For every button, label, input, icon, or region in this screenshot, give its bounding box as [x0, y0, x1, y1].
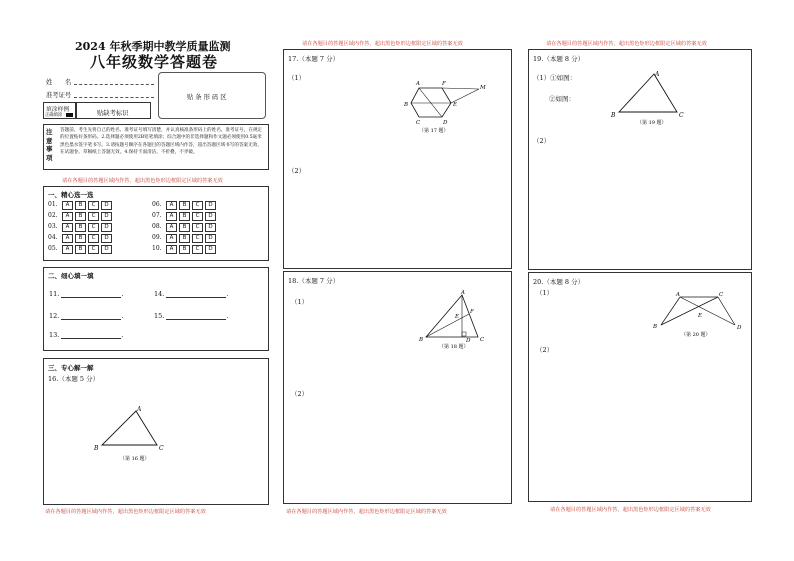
- choice-row: [48, 223, 114, 232]
- point-c-label: C: [416, 120, 421, 126]
- point-a-label: A: [137, 406, 142, 413]
- choice-option-d[interactable]: D: [205, 201, 216, 210]
- choice-row: [152, 245, 218, 254]
- point-c-label: C: [719, 292, 724, 298]
- name-label: 姓 名: [46, 79, 72, 86]
- point-a-label: A: [416, 81, 420, 87]
- point-b-label: B: [611, 112, 616, 119]
- segment: [442, 88, 479, 103]
- choice-row: [152, 223, 218, 232]
- point-m-label: M: [480, 85, 486, 91]
- q17-part1: （1）: [288, 74, 306, 82]
- choice-option-c[interactable]: C: [88, 201, 99, 210]
- fill-sample-sub: 正确填涂: [45, 113, 63, 118]
- choice-option-b[interactable]: B: [179, 234, 190, 243]
- choice-number: 01.: [48, 201, 58, 208]
- choice-option-d[interactable]: D: [205, 234, 216, 243]
- choice-option-b[interactable]: B: [179, 245, 190, 254]
- q17-part2: （2）: [288, 167, 306, 175]
- q19-part1b: ②如图：: [549, 95, 575, 103]
- choice-option-c[interactable]: C: [192, 245, 203, 254]
- fig17-caption: （第 17 题）: [419, 128, 449, 134]
- choice-option-a[interactable]: A: [166, 212, 177, 221]
- exam-title: 2024 年秋季期中教学质量监测: [75, 40, 231, 53]
- absent-sticker-label: 贴缺考标识: [97, 110, 129, 117]
- point-c-label: C: [679, 112, 684, 119]
- section1-title: 一、精心选一选: [48, 191, 94, 199]
- choice-option-a[interactable]: A: [166, 245, 177, 254]
- blank-num: 14.: [154, 290, 165, 298]
- blank-11[interactable]: 11. .: [49, 290, 124, 298]
- point-f-label: F: [442, 81, 446, 87]
- choice-option-a[interactable]: A: [62, 234, 73, 243]
- blank-14[interactable]: 14. .: [154, 290, 229, 298]
- choice-option-b[interactable]: B: [179, 223, 190, 232]
- blank-15[interactable]: 15. .: [154, 312, 229, 320]
- choice-option-d[interactable]: D: [205, 212, 216, 221]
- q20-part2: （2）: [536, 346, 554, 354]
- point-b-label: B: [419, 337, 424, 343]
- choice-row: [48, 245, 114, 254]
- choice-option-a[interactable]: A: [166, 234, 177, 243]
- fig18-caption: （第 18 题）: [439, 344, 469, 350]
- choice-option-d[interactable]: D: [101, 234, 112, 243]
- point-b-label: B: [404, 102, 409, 108]
- q20-title: 20.（本题 8 分）: [533, 278, 585, 286]
- choice-number: 07.: [152, 212, 162, 219]
- choice-row: [152, 234, 218, 243]
- figure-16: [92, 404, 172, 464]
- barcode-area: [158, 72, 266, 119]
- warning-text: 请在各题目的答题区域内作答，超出黑色矩形边框限定区域的答案无效: [62, 178, 223, 184]
- fill-sample-box: [43, 102, 76, 119]
- blank-num: 12.: [49, 312, 60, 320]
- point-d-label: D: [443, 120, 448, 126]
- barcode-label: 贴 条 形 码 区: [187, 94, 227, 101]
- choice-option-c[interactable]: C: [88, 223, 99, 232]
- segment: [661, 297, 718, 325]
- fig20-caption: （第 20 题）: [681, 332, 711, 338]
- choice-option-c[interactable]: C: [192, 212, 203, 221]
- choice-option-d[interactable]: D: [101, 212, 112, 221]
- choice-option-c[interactable]: C: [88, 212, 99, 221]
- choice-option-a[interactable]: A: [166, 201, 177, 210]
- answer-line[interactable]: [166, 313, 226, 320]
- choice-option-b[interactable]: B: [75, 234, 86, 243]
- choice-option-d[interactable]: D: [101, 245, 112, 254]
- choice-option-b[interactable]: B: [75, 201, 86, 210]
- section-choice: [43, 186, 269, 261]
- choice-row: [152, 201, 218, 210]
- point-e-label: E: [698, 313, 703, 319]
- exam-no-field[interactable]: [74, 97, 154, 98]
- segment: [419, 88, 442, 117]
- notes-label: 注意事项: [46, 128, 53, 162]
- name-field[interactable]: [74, 84, 154, 85]
- choice-option-a[interactable]: A: [62, 212, 73, 221]
- warning-text: 请在各题目的答题区域内作答，超出黑色矩形边框限定区域的答案无效: [286, 509, 447, 515]
- choice-option-d[interactable]: D: [205, 223, 216, 232]
- choice-number: 09.: [152, 234, 162, 241]
- point-e-label: E: [455, 314, 460, 320]
- q19-part2: （2）: [533, 137, 551, 145]
- choice-option-a[interactable]: A: [166, 223, 177, 232]
- q18-title: 18.（本题 7 分）: [288, 277, 340, 285]
- choice-option-c[interactable]: C: [192, 234, 203, 243]
- q20-area[interactable]: [528, 272, 752, 502]
- choice-option-c[interactable]: C: [192, 201, 203, 210]
- answer-line[interactable]: [61, 313, 121, 320]
- choice-option-a[interactable]: A: [62, 201, 73, 210]
- segment: [426, 314, 469, 337]
- fig16-caption: （第 16 题）: [120, 456, 150, 462]
- choice-option-c[interactable]: C: [88, 234, 99, 243]
- exam-no-label: 准考证号: [46, 92, 72, 99]
- choice-number: 03.: [48, 223, 58, 230]
- choice-row: [48, 212, 114, 221]
- section2-title: 二、细心填一填: [48, 272, 94, 280]
- choice-option-b[interactable]: B: [179, 201, 190, 210]
- choice-option-b[interactable]: B: [179, 212, 190, 221]
- q16-title: 16.（本题 5 分）: [48, 375, 100, 383]
- q18-area[interactable]: [283, 271, 512, 504]
- choice-number: 02.: [48, 212, 58, 219]
- sheet-title: 八年级数学答题卷: [90, 53, 219, 71]
- section-solve[interactable]: [43, 358, 269, 505]
- choice-option-d[interactable]: D: [101, 223, 112, 232]
- answer-line[interactable]: [61, 291, 121, 298]
- figure-20: [651, 289, 746, 345]
- q18-part1: （1）: [291, 298, 309, 306]
- point-c-label: C: [480, 337, 485, 343]
- point-c-label: C: [159, 445, 164, 452]
- choice-option-a[interactable]: A: [62, 245, 73, 254]
- segment: [661, 297, 680, 325]
- point-d-label: D: [737, 325, 742, 331]
- choice-number: 10.: [152, 245, 162, 252]
- notes-text: 答题前，考生先将自己的姓名、准考证号填写清楚，并认真核准条形码上的姓名、准考证号，在规定的位置贴好条形码。2.选择题必须使用2B铅笔填涂；综合题中的非选择题和作文题必须使用0.5毫米黑色墨水签字笔书写。3.请按题号顺序在各题目的答题区域内作答，超出答题区域书写的答案无效，在试题卷、草稿纸上答题无效。4.保持卡面清洁，不折叠，不弄破。: [60, 128, 263, 155]
- point-a-label: A: [676, 292, 680, 298]
- blank-13[interactable]: 13. .: [49, 331, 124, 339]
- choice-number: 06.: [152, 201, 162, 208]
- choice-option-b[interactable]: B: [75, 245, 86, 254]
- warning-text: 请在各题目的答题区域内作答，超出黑色矩形边框限定区域的答案无效: [550, 507, 711, 513]
- point-d-label: D: [466, 338, 471, 344]
- choice-option-a[interactable]: A: [62, 223, 73, 232]
- choice-row: [48, 201, 114, 210]
- blank-12[interactable]: 12. .: [49, 312, 124, 320]
- triangle-abc: [102, 411, 157, 445]
- figure-19: [609, 68, 689, 128]
- fill-sample-label: 填涂样例: [46, 107, 70, 113]
- blank-num: 15.: [154, 312, 165, 320]
- choice-option-d[interactable]: D: [205, 245, 216, 254]
- q19-part1: （1）①如图：: [533, 74, 577, 82]
- point-a-label: A: [655, 71, 660, 78]
- choice-number: 05.: [48, 245, 58, 252]
- q20-part1: （1）: [536, 289, 554, 297]
- choice-option-b[interactable]: B: [75, 223, 86, 232]
- warning-text: 请在各题目的答题区域内作答，超出黑色矩形边框限定区域的答案无效: [45, 509, 206, 515]
- point-f-label: F: [470, 309, 474, 315]
- warning-text: 请在各题目的答题区域内作答，超出黑色矩形边框限定区域的答案无效: [302, 41, 463, 47]
- q17-title: 17.（本题 7 分）: [288, 55, 340, 63]
- point-b-label: B: [653, 324, 658, 330]
- point-e-label: E: [453, 102, 458, 108]
- answer-line[interactable]: [166, 291, 226, 298]
- choice-row: [152, 212, 218, 221]
- figure-17: [404, 75, 494, 140]
- point-a-label: A: [461, 290, 465, 296]
- q19-area[interactable]: [528, 49, 752, 270]
- right-angle-icon: [462, 332, 466, 336]
- filled-mark-icon: [66, 113, 73, 117]
- q17-area[interactable]: [283, 49, 512, 269]
- point-b-label: B: [94, 445, 99, 452]
- choice-number: 04.: [48, 234, 58, 241]
- choice-number: 08.: [152, 223, 162, 230]
- q19-title: 19.（本题 8 分）: [533, 55, 585, 63]
- choice-row: [48, 234, 114, 243]
- figure-18: [419, 289, 499, 351]
- answer-line[interactable]: [61, 332, 121, 339]
- q18-part2: （2）: [291, 390, 309, 398]
- choice-option-d[interactable]: D: [101, 201, 112, 210]
- choice-option-c[interactable]: C: [88, 245, 99, 254]
- absent-sticker-box: [76, 102, 151, 119]
- triangle-abc: [426, 295, 478, 337]
- section3-title: 三、专心解一解: [48, 364, 94, 372]
- choice-option-b[interactable]: B: [75, 212, 86, 221]
- blank-num: 11.: [49, 290, 60, 298]
- fig19-caption: （第 19 题）: [637, 120, 667, 126]
- notes-box: [43, 124, 269, 170]
- hexagon: [411, 88, 451, 117]
- section-fill: [43, 267, 269, 351]
- warning-text: 请在各题目的答题区域内作答，超出黑色矩形边框限定区域的答案无效: [546, 41, 707, 47]
- choice-option-c[interactable]: C: [192, 223, 203, 232]
- blank-num: 13.: [49, 331, 60, 339]
- triangle-abc: [619, 74, 677, 112]
